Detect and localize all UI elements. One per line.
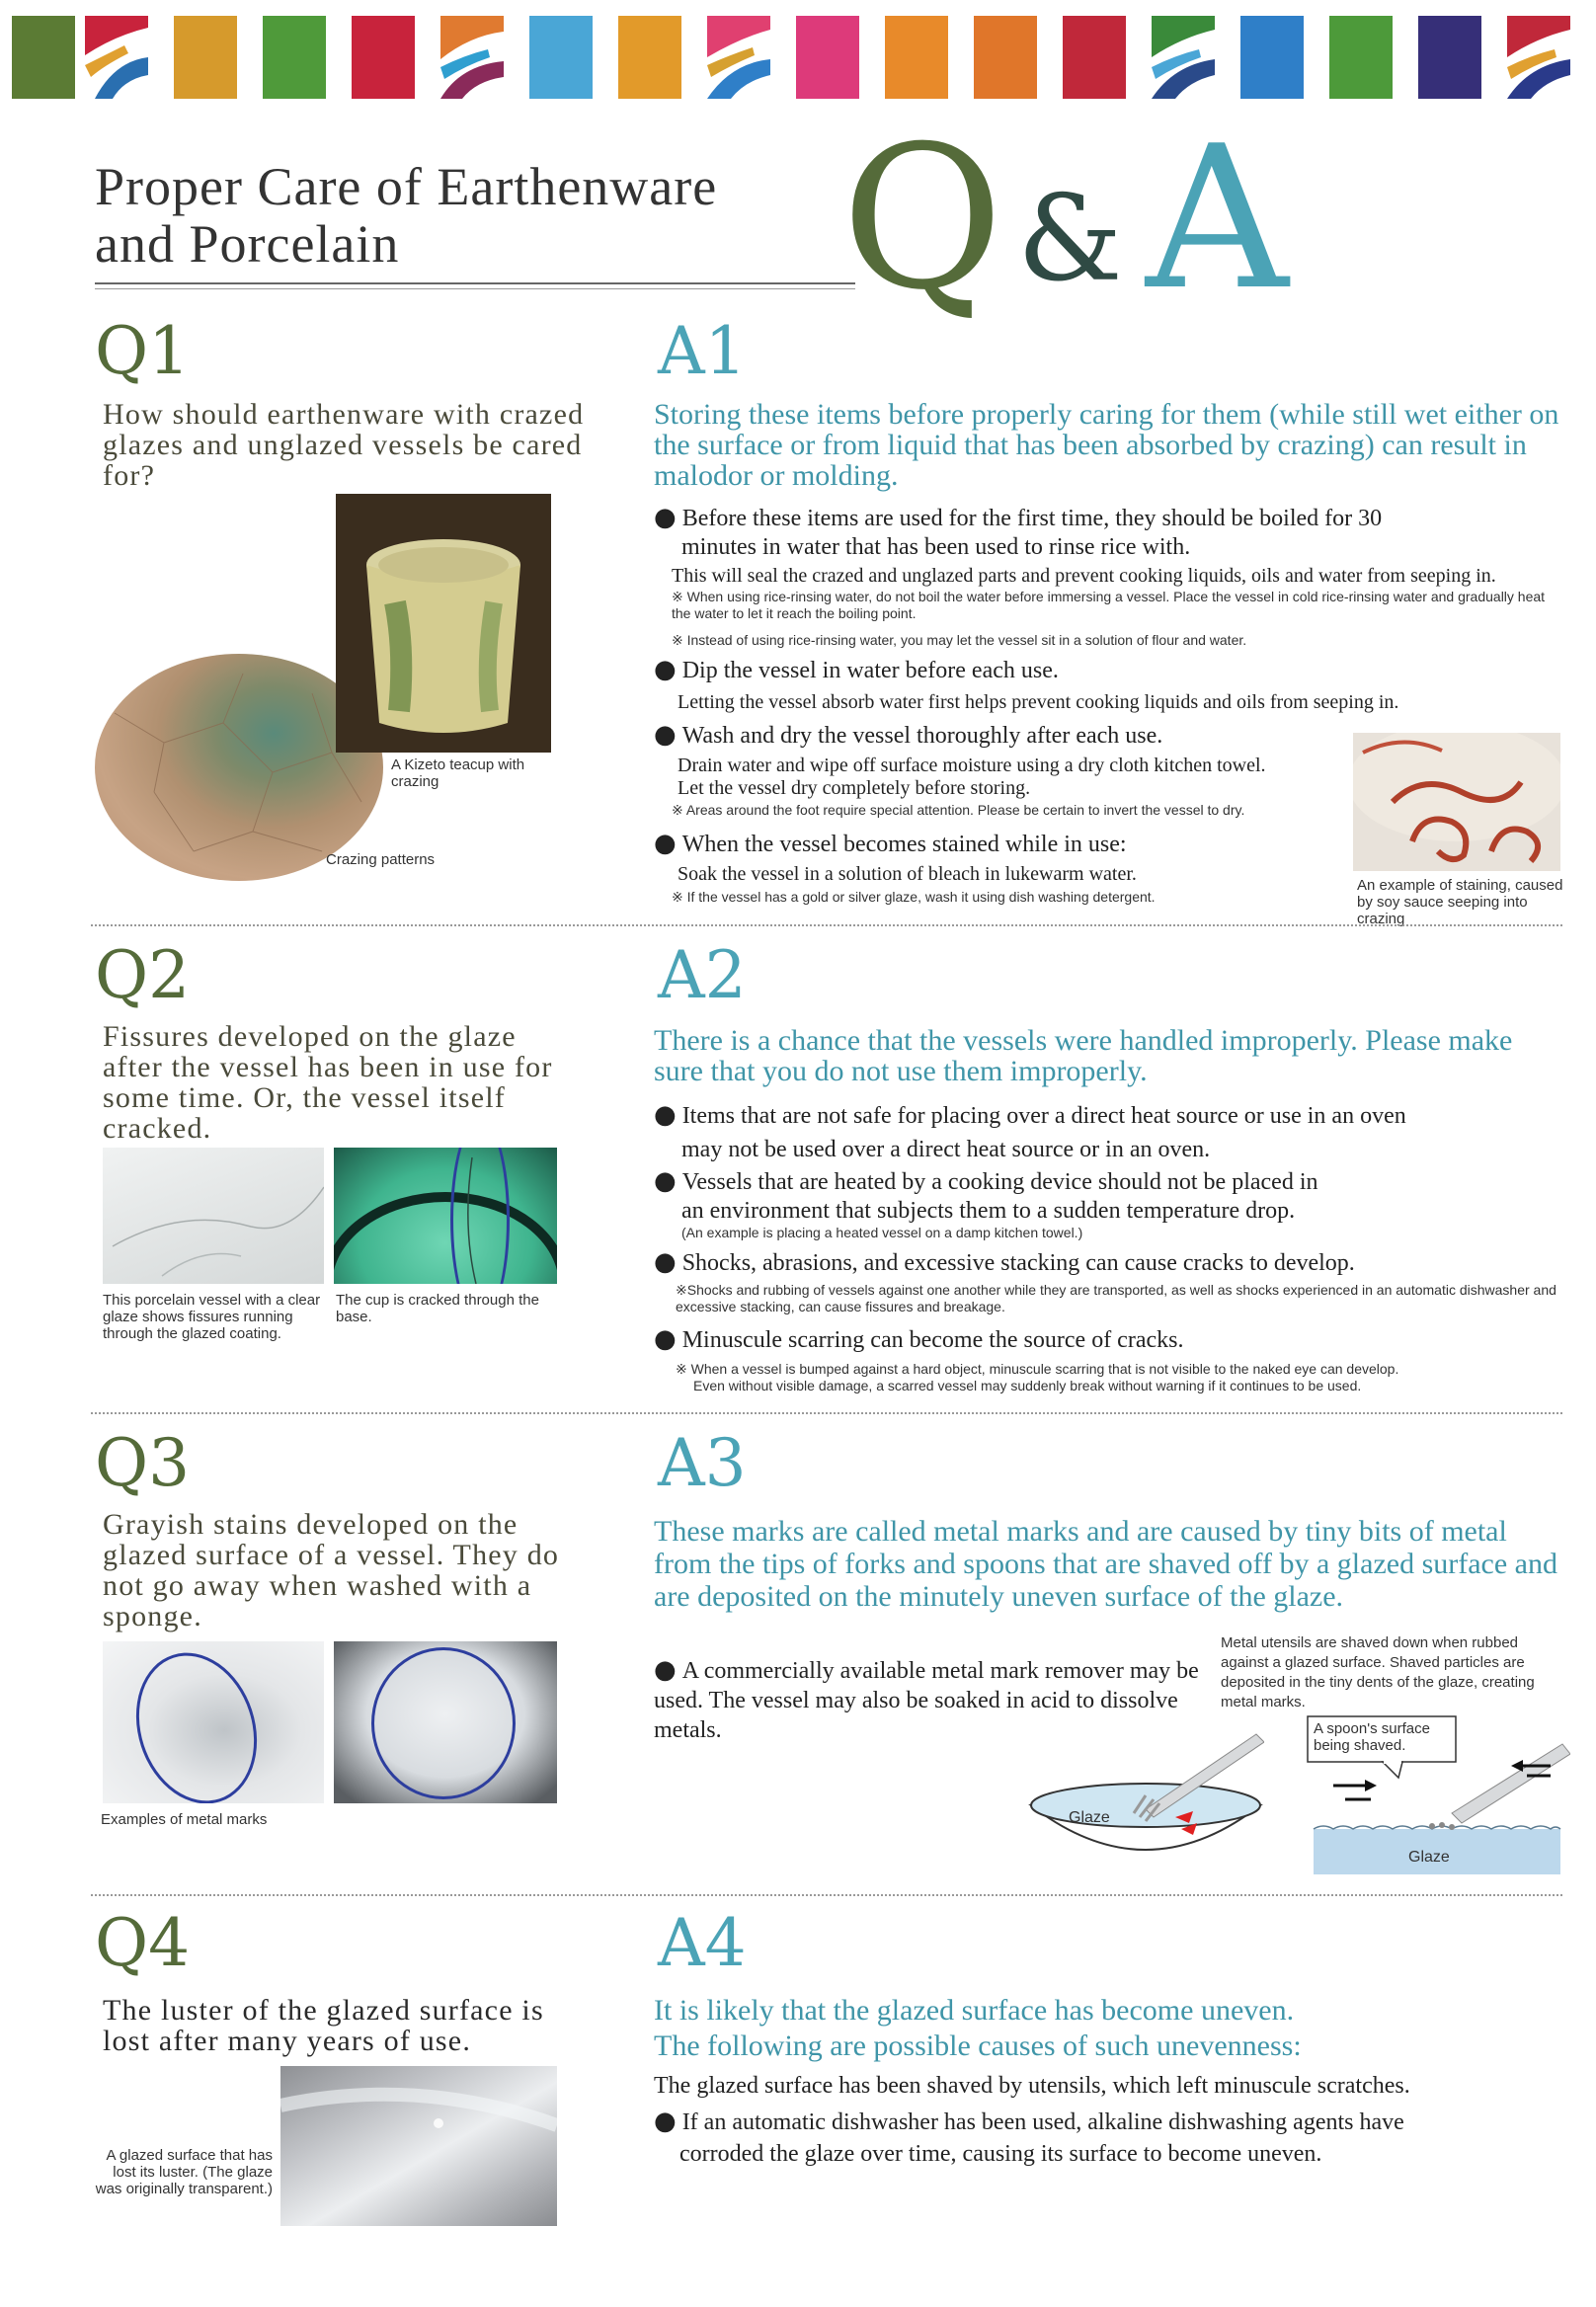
teacup-caption: A Kizeto teacup with crazing bbox=[391, 756, 525, 790]
title-rule-thin bbox=[95, 288, 855, 289]
q2-question: Fissures developed on the glaze after the vessel has been in use for some time. Or, the vessel itself cracked. bbox=[103, 1020, 553, 1145]
band-tile bbox=[12, 16, 75, 99]
a3-b1: A commercially available metal mark remover may be used. The vessel may also be soaked in acid to dissolve metals. bbox=[654, 1658, 1199, 1743]
title-rule bbox=[95, 282, 855, 284]
bowl-fork-diagram bbox=[1027, 1726, 1264, 1884]
bullet-icon: ● bbox=[654, 720, 677, 750]
a4-b1-line1: If an automatic dishwasher has been used, alkaline dishwashing agents have bbox=[681, 2109, 1404, 2135]
divider bbox=[91, 1894, 1562, 1896]
cracked-cup-photo bbox=[334, 1148, 557, 1284]
stain-caption: An example of staining, caused by soy sauce seeping into crazing bbox=[1357, 877, 1563, 927]
a2-b1-line2: may not be used over a direct heat source or in an oven. bbox=[681, 1137, 1211, 1162]
a2-b2-note: (An example is placing a heated vessel on a damp kitchen towel.) bbox=[681, 1225, 1083, 1240]
a1-label: A1 bbox=[658, 313, 747, 389]
color-band bbox=[0, 0, 1596, 109]
fissure-photo bbox=[103, 1148, 324, 1284]
divider bbox=[91, 1412, 1562, 1414]
a2-bullet-3 bbox=[654, 1248, 1562, 1278]
band-tile-pattern bbox=[85, 16, 148, 99]
spoon-callout: A spoon's surface being shaved. bbox=[1314, 1720, 1430, 1754]
metal-marks-caption: Examples of metal marks bbox=[101, 1811, 268, 1828]
bullet-icon: ● bbox=[654, 1166, 677, 1196]
a1-lead: Storing these items before properly caring for them (while still wet either on the surface or from liquid that has been absorbed by crazing) can result in malodor or molding. bbox=[654, 398, 1559, 492]
qa-q-letter: Q bbox=[841, 104, 1003, 334]
a1-b4-sub: Soak the vessel in a solution of bleach in lukewarm water. bbox=[678, 863, 1137, 885]
band-tile-pattern bbox=[1152, 16, 1215, 99]
qa-ampersand: & bbox=[1017, 171, 1123, 308]
a2-b3: Shocks, abrasions, and excessive stacking can cause cracks to develop. bbox=[681, 1250, 1355, 1276]
bullet-icon: ● bbox=[654, 655, 677, 684]
stain-photo bbox=[1353, 733, 1560, 871]
band-tile bbox=[263, 16, 326, 99]
a4-lead-line2: The following are possible causes of such unevenness: bbox=[654, 2029, 1302, 2062]
q3-label: Q3 bbox=[95, 1425, 191, 1501]
bullet-icon: ● bbox=[654, 1655, 677, 1685]
q3-question: Grayish stains developed on the glazed surface of a vessel. They do not go away when washed with a sponge. bbox=[103, 1508, 560, 1632]
a1-b4-note: ※ If the vessel has a gold or silver glaze, wash it using dish washing detergent. bbox=[672, 889, 1156, 905]
lost-luster-caption: A glazed surface that has lost its luster. (The glaze was originally transparent.) bbox=[95, 2147, 273, 2197]
a1-b3: Wash and dry the vessel thoroughly after each use. bbox=[681, 723, 1163, 749]
a2-label: A2 bbox=[658, 937, 747, 1013]
a1-b1-sub: This will seal the crazed and unglazed parts and prevent cooking liquids, oils and water from seeping in. bbox=[672, 565, 1496, 587]
band-tile-pattern bbox=[440, 16, 504, 99]
a1-b1-note1: ※ When using rice-rinsing water, do not boil the water before immersing a vessel. Place the vessel in cold rice-rinsing water and gradually heat the water to let it reach the boiling point. bbox=[672, 589, 1546, 621]
a2-b1-line1: Items that are not safe for placing over a direct heat source or use in an oven bbox=[681, 1103, 1406, 1129]
a1-b2: Dip the vessel in water before each use. bbox=[681, 658, 1059, 683]
band-tile bbox=[174, 16, 237, 99]
bullet-icon: ● bbox=[654, 1247, 677, 1277]
a1-b3-sub-block bbox=[678, 755, 1349, 800]
a4-lead-line1: It is likely that the glazed surface has become uneven. bbox=[654, 1994, 1295, 2027]
a4-sub: The glazed surface has been shaved by utensils, which left minuscule scratches. bbox=[654, 2073, 1410, 2099]
metal-marks-photo-1 bbox=[103, 1641, 324, 1803]
a1-b1-line2: minutes in water that has been used to rinse rice with. bbox=[681, 534, 1191, 560]
a1-bullet-4 bbox=[654, 830, 1345, 859]
metal-marks-photo-2 bbox=[334, 1641, 557, 1803]
band-tile-pattern bbox=[1507, 16, 1570, 99]
highlight-oval bbox=[450, 1148, 510, 1284]
a4-label: A4 bbox=[658, 1905, 747, 1981]
a1-b3-note: ※ Areas around the foot require special attention. Please be certain to invert the vessel to dry. bbox=[672, 802, 1245, 818]
bullet-icon: ● bbox=[654, 1324, 677, 1354]
kizeto-teacup-photo bbox=[336, 494, 551, 753]
a3-label: A3 bbox=[658, 1425, 747, 1501]
band-tile bbox=[352, 16, 415, 99]
a1-b3-sub2: Let the vessel dry completely before storing. bbox=[678, 777, 1031, 799]
band-tile bbox=[1240, 16, 1304, 99]
a2-bullet-1 bbox=[654, 1098, 1562, 1166]
a1-bullet-2 bbox=[654, 656, 1562, 685]
band-tile bbox=[1063, 16, 1126, 99]
q4-label: Q4 bbox=[95, 1905, 191, 1981]
a2-b4: Minuscule scarring can become the source of cracks. bbox=[681, 1327, 1184, 1353]
band-tile bbox=[618, 16, 681, 99]
a1-b2-sub: Letting the vessel absorb water first helps prevent cooking liquids and oils from seeping in. bbox=[678, 691, 1399, 713]
a2-b4-notes bbox=[676, 1361, 1564, 1394]
a2-b2-line2: an environment that subjects them to a sudden temperature drop. bbox=[681, 1198, 1296, 1224]
a1-bullet-1 bbox=[654, 504, 1562, 562]
q1-question: How should earthenware with crazed glazes and unglazed vessels be cared for? bbox=[103, 398, 585, 492]
a2-b4-note1: ※ When a vessel is bumped against a hard object, minuscule scarring that is not visible to the naked eye can develop. bbox=[676, 1361, 1399, 1377]
band-tile-pattern bbox=[707, 16, 770, 99]
glaze-label-left: Glaze bbox=[1069, 1809, 1110, 1826]
a2-b2-line1: Vessels that are heated by a cooking device should not be placed in bbox=[681, 1169, 1318, 1195]
a2-bullet-2 bbox=[654, 1167, 1562, 1226]
cracked-cup-caption: The cup is cracked through the base. bbox=[336, 1292, 539, 1325]
a1-b4: When the vessel becomes stained while in use: bbox=[681, 832, 1127, 857]
a1-b1-note2: ※ Instead of using rice-rinsing water, you may let the vessel sit in a solution of flour and water. bbox=[672, 632, 1247, 648]
q4-question: The luster of the glazed surface is lost after many years of use. bbox=[103, 1994, 544, 2057]
page-title-line1: Proper Care of Earthenware bbox=[95, 157, 718, 216]
band-tile bbox=[529, 16, 593, 99]
band-tile bbox=[1329, 16, 1393, 99]
band-tile bbox=[796, 16, 859, 99]
a4-lead bbox=[654, 1993, 1562, 2064]
a1-bullet-3 bbox=[654, 721, 1345, 751]
bullet-icon: ● bbox=[654, 829, 677, 858]
a1-b1-line1: Before these items are used for the first time, they should be boiled for 30 bbox=[681, 506, 1383, 531]
band-tile bbox=[974, 16, 1037, 99]
page-title-line2: and Porcelain bbox=[95, 214, 400, 274]
bullet-icon: ● bbox=[654, 1100, 677, 1130]
band-tile bbox=[885, 16, 948, 99]
divider bbox=[91, 924, 1562, 926]
crazing-caption: Crazing patterns bbox=[326, 851, 436, 868]
a4-b1-line2: corroded the glaze over time, causing its surface to become uneven. bbox=[679, 2141, 1322, 2167]
a3-diagram-note: Metal utensils are shaved down when rubbed against a glazed surface. Shaved particles are deposited in the tiny dents of the glaze, creating metal marks. bbox=[1221, 1634, 1535, 1710]
a2-lead: There is a chance that the vessels were handled improperly. Please make sure that you do not use them improperly. bbox=[654, 1024, 1513, 1087]
a2-b4-note2: Even without visible damage, a scarred vessel may suddenly break without warning if it continues to be used. bbox=[693, 1378, 1362, 1393]
glaze-label-right: Glaze bbox=[1408, 1849, 1450, 1866]
lost-luster-photo bbox=[280, 2066, 557, 2226]
highlight-oval bbox=[371, 1647, 516, 1799]
bullet-icon: ● bbox=[654, 2107, 677, 2136]
q1-label: Q1 bbox=[95, 313, 191, 389]
highlight-oval bbox=[118, 1641, 276, 1803]
a3-lead: These marks are called metal marks and are caused by tiny bits of metal from the tips of forks and spoons that are shaved off by a glazed surface and are deposited on the minutely uneven surface of the glaze. bbox=[654, 1515, 1557, 1613]
qa-a-letter: A bbox=[1146, 104, 1289, 334]
band-tile bbox=[1418, 16, 1481, 99]
a2-bullet-4 bbox=[654, 1325, 1562, 1355]
q2-label: Q2 bbox=[95, 937, 191, 1013]
bullet-icon: ● bbox=[654, 503, 677, 532]
fissure-caption: This porcelain vessel with a clear glaze shows fissures running through the glazed coating. bbox=[103, 1292, 321, 1342]
a4-bullet-1 bbox=[654, 2106, 1562, 2170]
a1-b3-sub1: Drain water and wipe off surface moisture using a dry cloth kitchen towel. bbox=[678, 755, 1266, 776]
a2-b3-note: ※Shocks and rubbing of vessels against one another while they are transported, as well as shocks experienced in an automatic dishwasher and excessive stacking, can cause fissures and breakage. bbox=[676, 1282, 1556, 1314]
